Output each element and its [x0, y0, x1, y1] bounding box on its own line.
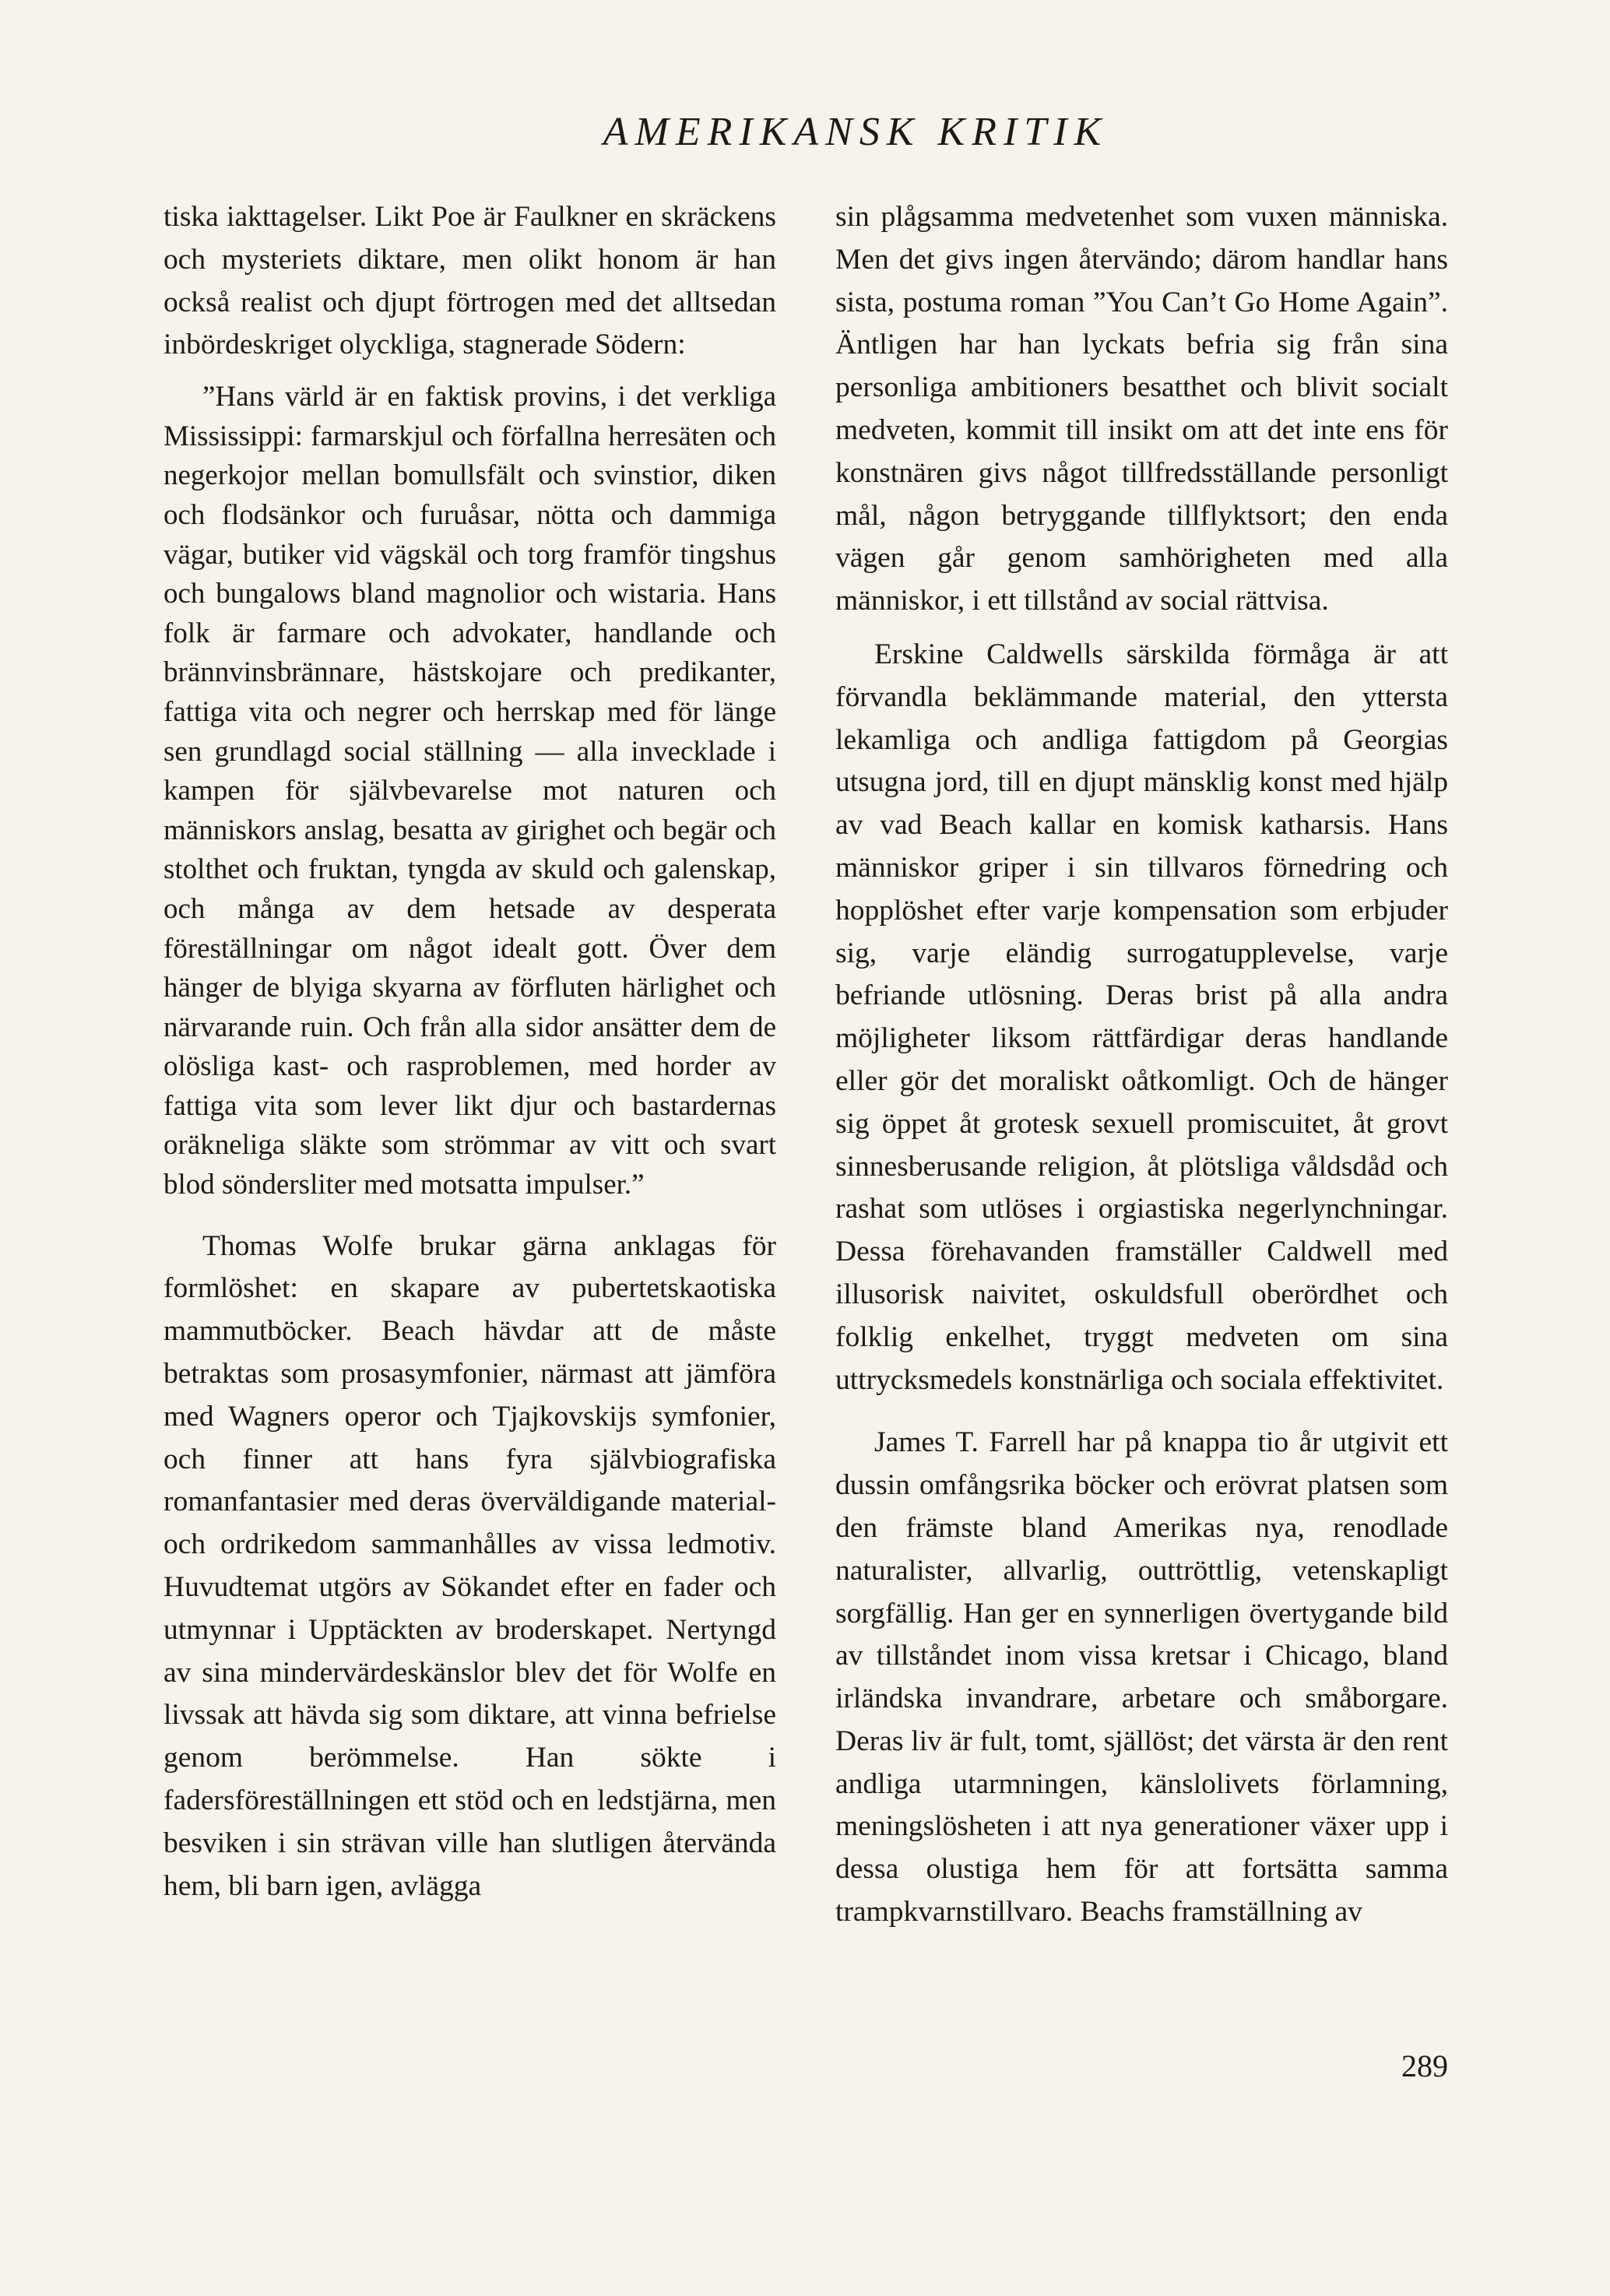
right-column [835, 196, 1448, 1934]
left-paragraph-wolfe: Thomas Wolfe brukar gärna anklagas för formlöshet: en skapare av pubertetskaotiska mammutböcker. Beach hävdar att de måste betraktas som prosasymfonier, närmast att jämföra med Wagners operor och Tjajkovskijs symfonier, och finner att hans fyra självbiografiska romanfantasier med deras överväldigande material- och ordrikedom sammanhålles av vissa ledmotiv. Huvudtemat utgörs av Sökandet efter en fader och utmynnar i Upptäckten av broderskapet. Nertyngd av sina mindervärdeskänslor blev det för Wolfe en livssak att hävda sig som diktare, att vinna befrielse genom berömmelse. Han sökte i fadersföreställningen ett stöd och en ledstjärna, men besviken i sin strävan ville han slutligen återvända hem, bli barn igen, avlägga [163, 1229, 776, 1902]
right-paragraph-1: sin plågsamma medvetenhet som vuxen människa. Men det givs ingen återvändo; därom handlar hans sista, postuma roman ”You Can’t Go Home Again”. Äntligen har han lyckats befria sig från sina personliga ambitioners besatthet och blivit socialt medveten, kommit till insikt om att det inte ens för konstnären givs något tillfredsställande personligt mål, någon betryggande tillflyktsort; den enda vägen går genom samhörigheten med alla människor, i ett tillstånd av social rättvisa. [835, 201, 1448, 617]
left-column [163, 196, 776, 1907]
running-header: AMERIKANSK KRITIK [603, 110, 1109, 154]
faulkner-block-quote: ”Hans värld är en faktisk provins, i det verkliga Mississippi: farmarskjul och förfallna herresäten och negerkojor mellan bomullsfält och svinstior, diken och flodsänkor och furuåsar, nötta och dammiga vägar, butiker vid vägskäl och torg framför tingshus och bungalows bland magnolior och wistaria. Hans folk är farmare och advokater, handlande och brännvinsbrännare, hästskojare och predikanter, fattiga vita och negrer och herrskap med för länge sen grundlagd social ställning — alla invecklade i kampen för självbevarelse mot naturen och människors anslag, besatta av girighet och begär och stolthet och fruktan, tyngda av skuld och galenskap, och många av dem hetsade av desperata föreställningar om något idealt gott. Över dem hänger de blyiga skyarna av förfluten härlighet och närvarande ruin. Och från alla sidor ansätter dem de olösliga kast- och rasproblemen, med horder av fattiga vita som lever likt djur och bastardernas oräkneliga släkte som strömmar av vitt och svart blod söndersliter med motsatta impulser.” [163, 381, 776, 1201]
right-paragraph-farrell: James T. Farrell har på knappa tio år utgivit ett dussin omfångsrika böcker och erövrat platsen som den främste bland Amerikas nya, renodlade naturalister, allvarlig, outtröttlig, vetenskapligt sorgfällig. Han ger en synnerligen övertygande bild av tillståndet inom vissa kretsar i Chicago, bland irländska invandrare, arbetare och småborgare. Deras liv är fult, tomt, själlöst; det värsta är den rent andliga utarmningen, känslolivets förlamning, meningslösheten i att nya generationer växer upp i dessa olustiga hem för att fortsätta samma trampkvarnstillvaro. Beachs framställning av [835, 1426, 1448, 1929]
page-number: 289 [1401, 2048, 1448, 2083]
right-paragraph-caldwell: Erskine Caldwells särskilda förmåga är att förvandla beklämmande material, den yttersta lekamliga och andliga fattigdom på Georgias utsugna jord, till en djupt mänsklig konst med hjälp av vad Beach kallar en komisk katharsis. Hans människor griper i sin tillvaros förnedring och hopplöshet efter varje kompensation som erbjuder sig, varje eländig surrogatupplevelse, varje befriande utlösning. Deras brist på alla andra möjligheter liksom rättfärdigar deras handlande eller gör det moraliskt oåtkomligt. Och de hänger sig öppet åt grotesk sexuell promiscuitet, åt grovt sinnesberusande religion, åt plötsliga våldsdåd och rashat som utlöses i orgiastiska negerlynchningar. Dessa förehavanden framställer Caldwell med illusorisk naivitet, oskuldsfull oberördhet och folklig enkelhet, tryggt medveten om sina uttrycksmedels konstnärliga och sociala effektivitet. [835, 638, 1448, 1396]
left-paragraph-1: tiska iakttagelser. Likt Poe är Faulkner en skräckens och mysteriets diktare, men olikt honom är han också realist och djupt förtrogen med det alltsedan inbördeskriget olyckliga, stagnerade Södern: [163, 201, 776, 361]
